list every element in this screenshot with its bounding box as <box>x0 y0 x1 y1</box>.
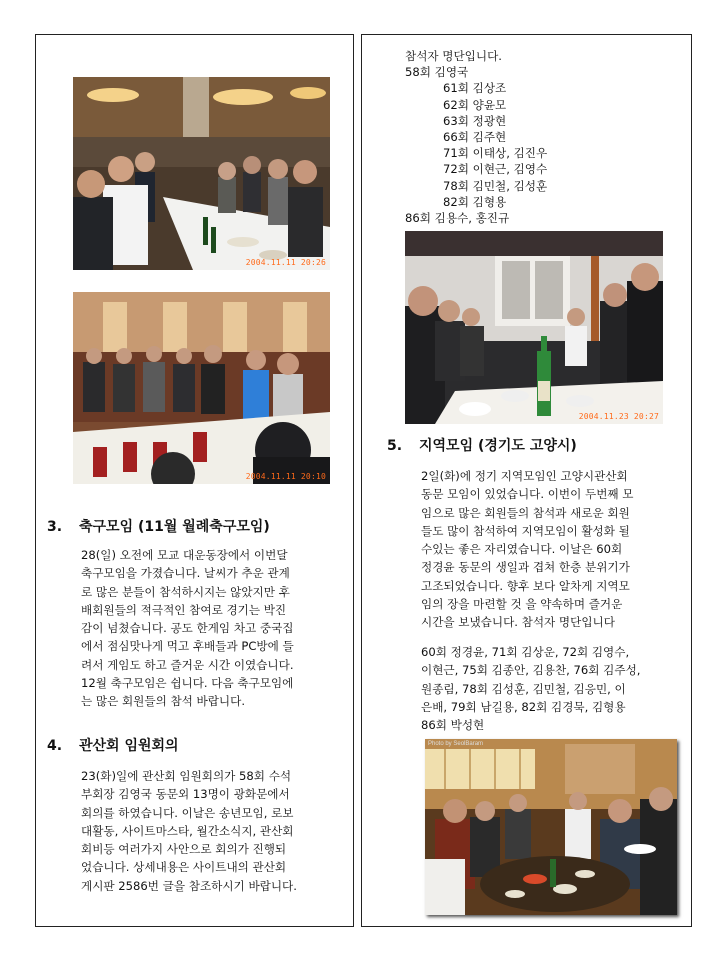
text-line: 동문 모임이 있었습니다. 이번이 두번째 모 <box>421 487 634 502</box>
text-line: 시간을 보냈습니다. 참석자 명단입니다 <box>421 615 615 630</box>
text-line: 60회 정경윤, 71회 김상운, 72회 김영수, <box>421 645 630 659</box>
dinner-photo-1 <box>73 77 330 270</box>
photo-date-stamp: 2004.11.23 20:27 <box>578 412 659 421</box>
text-line: 2일(화)에 정기 지역모임인 고양시관산회 <box>421 469 628 483</box>
attendee-line: 참석자 명단입니다. <box>405 49 502 63</box>
regional-meeting-photo <box>425 739 677 915</box>
meeting-photo <box>405 231 663 424</box>
text-line: 임의 장을 마련할 것 을 약속하며 즐거운 <box>421 597 623 612</box>
text-line: 부회장 김영국 동문외 13명이 광화문에서 <box>81 787 290 802</box>
text-line: 었습니다. 상세내용은 사이트내의 관산회 <box>81 860 287 875</box>
photo-date-stamp: 2004.11.11 20:10 <box>245 472 326 481</box>
section-5-body <box>421 467 634 632</box>
text-line: 23(화)일에 관산회 임원회의가 58회 수석 <box>81 769 292 783</box>
attendee-line: 71회 이태상, 김진우 <box>443 146 548 161</box>
section-5-heading <box>387 435 577 455</box>
section-4-heading <box>47 735 179 755</box>
meeting-photo-image <box>405 231 663 424</box>
text-line: 28(일) 오전에 모교 대운동장에서 이번달 <box>81 548 288 562</box>
text-line: 임으로 많은 회원들의 참석과 새로운 회원 <box>421 505 630 520</box>
attendee-line: 82회 김형용 <box>443 194 507 209</box>
attendee-line: 78회 김민철, 김성훈 <box>443 178 548 193</box>
section-4-title: 관산회 임원회의 <box>79 738 179 754</box>
text-line: 12월 축구모임은 쉽니다. 다음 축구모임에 <box>81 676 294 691</box>
regional-meeting-photo-image <box>425 739 677 915</box>
text-line: 로 많은 분들이 참석하시지는 않았지만 후 <box>81 584 290 599</box>
section-5-title: 지역모임 (경기도 고양시) <box>419 438 577 454</box>
section-5-members <box>421 643 640 734</box>
section-4-number: 4. <box>47 738 63 754</box>
section-4-body <box>81 767 297 895</box>
text-line: 고조되었습니다. 향후 보다 알차게 지역모 <box>421 578 630 593</box>
text-line: 회의를 하였습니다. 이날은 송년모임, 로보 <box>81 805 294 820</box>
dinner-photo-1-image <box>73 77 330 270</box>
text-line: 게시판 2586번 글을 참조하시기 바랍니다. <box>81 878 297 893</box>
text-line: 이현근, 75회 김종안, 김용찬, 76회 김주성, <box>421 663 641 678</box>
attendee-line: 61회 김상조 <box>443 81 507 96</box>
photo-date-stamp: 2004.11.11 20:26 <box>245 258 326 267</box>
text-line: 원종림, 78회 김성훈, 김민철, 김응민, 이 <box>421 681 626 696</box>
left-column <box>35 34 354 927</box>
attendee-line: 62회 양윤모 <box>443 97 507 112</box>
attendee-line: 58회 김영국 <box>405 65 469 80</box>
text-line: 려서 게임도 하고 즐거운 시간 이였습니다. <box>81 657 294 672</box>
photo-credit-tag: Photo by SeolBaram <box>428 741 484 747</box>
text-line: 수있는 좋은 자리였습니다. 이날은 60회 <box>421 542 623 557</box>
section-3-body <box>81 546 294 711</box>
text-line: 들도 많이 참석하여 지역모임이 활성화 될 <box>421 523 630 538</box>
dinner-photo-2-image <box>73 292 330 484</box>
attendee-line: 66회 김주현 <box>443 130 507 145</box>
text-line: 배회원들의 적극적인 참여로 경기는 박진 <box>81 602 287 617</box>
text-line: 은배, 79회 남길용, 82회 김경묵, 김형용 <box>421 699 626 714</box>
text-line: 회비등 여러가지 사안으로 회의가 진행되 <box>81 842 287 857</box>
section-3-title: 축구모임 (11월 월례축구모임) <box>79 519 270 535</box>
text-line: 86회 박성현 <box>421 718 485 733</box>
attendee-line: 72회 이현근, 김영수 <box>443 162 548 177</box>
text-line: 축구모임을 가졌습니다. 날씨가 추운 관계 <box>81 566 290 581</box>
text-line: 는 많은 회원들의 참석 바랍니다. <box>81 694 246 709</box>
section-3-heading <box>47 516 270 536</box>
text-line: 에서 점심맛나게 먹고 후배들과 PC방에 들 <box>81 639 294 654</box>
section-5-number: 5. <box>387 438 403 454</box>
attendee-line: 86회 김용수, 홍진규 <box>405 211 510 226</box>
right-column <box>361 34 692 927</box>
dinner-photo-2 <box>73 292 330 484</box>
attendee-list <box>405 48 547 226</box>
text-line: 감이 넘쳤습니다. 공도 한게임 차고 중국집 <box>81 621 294 636</box>
section-3-number: 3. <box>47 519 63 535</box>
text-line: 대활동, 사이트마스타, 월간소식지, 관산회 <box>81 823 294 838</box>
text-line: 정경윤 동문의 생일과 겹쳐 한층 분위기가 <box>421 560 630 575</box>
attendee-line: 63회 정광현 <box>443 113 507 128</box>
